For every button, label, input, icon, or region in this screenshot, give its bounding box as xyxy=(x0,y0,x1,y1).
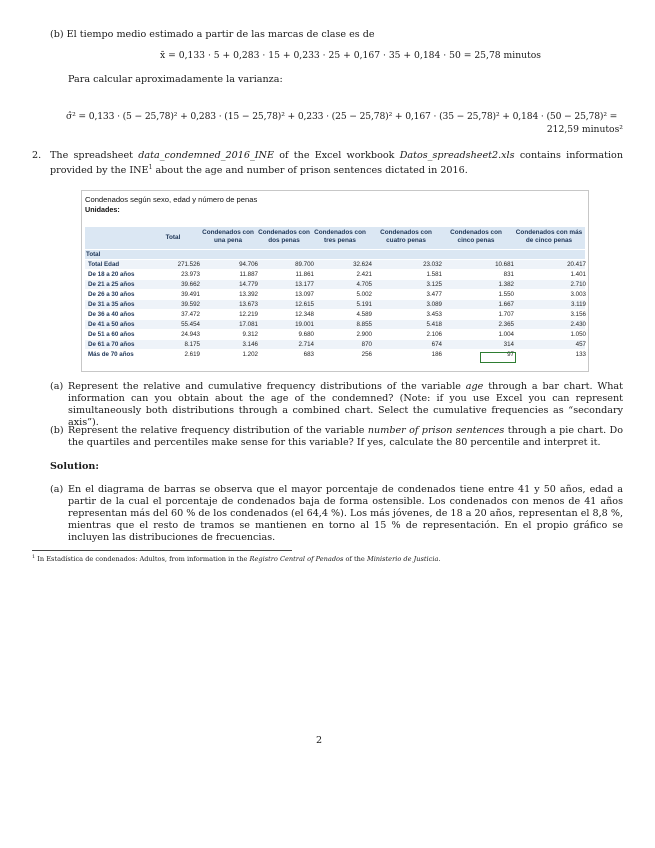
table-cell: 1.667 xyxy=(498,301,514,308)
table-cell: 9.680 xyxy=(298,331,314,338)
table-cell: 831 xyxy=(503,271,514,278)
table-cell: 457 xyxy=(575,341,586,348)
table-cell: 674 xyxy=(431,341,442,348)
sol-a-label: (a) xyxy=(50,484,64,495)
footnote xyxy=(32,553,632,563)
table-cell: 12.348 xyxy=(295,311,314,318)
table-cell: 13.177 xyxy=(295,281,314,288)
table-cell: 3.453 xyxy=(426,311,442,318)
table-cell: 13.392 xyxy=(239,291,258,298)
question-b-text xyxy=(68,425,623,449)
row-label: Más de 70 años xyxy=(88,351,134,358)
row-label: De 18 a 20 años xyxy=(88,271,135,278)
table-cell: 314 xyxy=(503,341,514,348)
q2-text-a: The spreadsheet xyxy=(50,150,134,161)
solution-a-text: En el diagrama de barras se observa que el mayor porcentaje de condenados tiene entre 41 y 50 años, edad a partir de la cual el porcentaje de condenados baja de forma ostensible. Los condenados con menos de 41 años representan más del 60 % de los condenados (el 64,4 %). Los más jóvenes, de 18 a 20 años, representan el 8,8 %, mientras que el resto de tramos se mantienen en torno al 15 % de representación. En el propio gráfico se incluyen las distribuciones de frecuencias. xyxy=(68,484,623,543)
row-label: De 21 a 25 años xyxy=(88,281,135,288)
table-cell: 5.418 xyxy=(426,321,442,328)
table-cell: 14.779 xyxy=(239,281,258,288)
table-cell: 32.624 xyxy=(353,261,372,268)
footnote-mark: 1 xyxy=(32,554,36,560)
spreadsheet-units: Unidades: xyxy=(85,205,120,214)
table-cell: 1.550 xyxy=(498,291,514,298)
table-cell: 37.472 xyxy=(181,311,200,318)
table-cell: 256 xyxy=(361,351,372,358)
footnote-text-b: of the xyxy=(345,555,365,564)
part-b-intro: (b) El tiempo medio estimado a partir de las marcas de clase es de xyxy=(50,29,375,40)
variance-formula: σ̂² = 0,133 · (5 − 25,78)² + 0,283 · (15 − 25,78)² + 0,233 · (25 − 25,78)² + 0,167 · (35 − 25,78)² + 0,184 · (50 − 25,78)² = xyxy=(66,111,618,122)
table-cell: 19.001 xyxy=(295,321,314,328)
table-cell: 39.491 xyxy=(181,291,200,298)
table-cell: 1.050 xyxy=(570,331,586,338)
group-label: Total xyxy=(86,251,101,258)
footnote-ministry: Ministerio de Justicia xyxy=(366,555,439,564)
page-number: 2 xyxy=(316,735,323,746)
header-five-sentences: Condenados con cinco penas xyxy=(450,229,502,244)
mean-formula: x̄ = 0,133 · 5 + 0,283 · 15 + 0,233 · 25 + 0,167 · 35 + 0,184 · 50 = 25,78 minutos xyxy=(160,50,541,61)
row-label: De 51 a 60 años xyxy=(88,331,135,338)
row-label: De 36 a 40 años xyxy=(88,311,135,318)
header-one-sentence: Condenados con una pena xyxy=(202,229,254,244)
table-cell: 17.081 xyxy=(239,321,258,328)
footnote-ref: 1 xyxy=(148,164,153,171)
table-cell: 3.146 xyxy=(242,341,258,348)
q2-text-d: about the age and number of prison sentences dictated in 2016. xyxy=(155,165,468,177)
table-cell: 4.589 xyxy=(356,311,372,318)
footnote-text-a: In Estadística de condenados: Adultos, from information in the xyxy=(37,555,248,564)
workbook-name: Datos_spreadsheet2.xls xyxy=(399,150,515,161)
table-cell: 133 xyxy=(575,351,586,358)
variance-result: 212,59 minutos² xyxy=(546,124,623,135)
header-more-than-five: Condenados con más de cinco penas xyxy=(515,229,583,244)
table-cell: 89.700 xyxy=(295,261,314,268)
row-label: De 41 a 50 años xyxy=(88,321,135,328)
q2-text-b: of the Excel workbook xyxy=(279,150,395,161)
qb-text-2: through a pie chart. Do the quartiles and percentiles make sense for this variable? If yes, calculate the 80 percentile and interpret it. xyxy=(68,425,623,448)
table-cell: 271.526 xyxy=(177,261,200,268)
header-total: Total xyxy=(165,234,181,241)
table-cell: 186 xyxy=(431,351,442,358)
table-cell: 11.887 xyxy=(239,271,258,278)
header-two-sentences: Condenados con dos penas xyxy=(258,229,310,244)
row-label: De 26 a 30 años xyxy=(88,291,135,298)
question-2-text xyxy=(50,150,623,177)
table-cell: 9.312 xyxy=(242,331,258,338)
variance-intro: Para calcular aproximadamente la varianza: xyxy=(68,74,283,85)
table-cell: 12.615 xyxy=(295,301,314,308)
table-cell: 3.125 xyxy=(426,281,442,288)
table-cell: 683 xyxy=(303,351,314,358)
row-label: De 31 a 35 años xyxy=(88,301,135,308)
header-band xyxy=(85,227,585,249)
footnote-end: . xyxy=(438,555,441,564)
table-cell: 5.002 xyxy=(356,291,372,298)
table-cell: 870 xyxy=(361,341,372,348)
question-a-text xyxy=(68,381,623,429)
table-cell: 39.592 xyxy=(181,301,200,308)
table-cell: 2.714 xyxy=(298,341,314,348)
table-cell: 1.581 xyxy=(426,271,442,278)
table-cell: 3.156 xyxy=(570,311,586,318)
table-cell: 2.710 xyxy=(570,281,586,288)
spreadsheet-title: Condenados según sexo, edad y número de penas xyxy=(85,195,258,204)
dataset-name: data_condemned_2016_INE xyxy=(138,150,274,161)
table-cell: 3.003 xyxy=(570,291,586,298)
group-band xyxy=(85,250,585,259)
table-cell: 12.219 xyxy=(239,311,258,318)
table-cell: 23.032 xyxy=(423,261,442,268)
question-number: 2. xyxy=(32,150,42,161)
table-cell: 2.106 xyxy=(426,331,442,338)
header-four-sentences: Condenados con cuatro penas xyxy=(380,229,432,244)
row-label: De 61 a 70 años xyxy=(88,341,135,348)
table-cell: 3.089 xyxy=(426,301,442,308)
table-cell: 1.382 xyxy=(498,281,514,288)
table-cell: 1.202 xyxy=(242,351,258,358)
table-cell: 1.004 xyxy=(498,331,514,338)
table-cell: 8.855 xyxy=(356,321,372,328)
qa-text-1: Represent the relative and cumulative frequency distributions of the variable xyxy=(68,381,461,392)
table-cell: 8.175 xyxy=(184,341,200,348)
footnote-source: Registro Central of Penados xyxy=(249,555,344,564)
q2-text-c: contains information provided by the INE xyxy=(50,150,623,177)
table-cell: 23.973 xyxy=(181,271,200,278)
table-cell: 5.191 xyxy=(356,301,372,308)
table-cell: 2.365 xyxy=(498,321,514,328)
table-cell: 13.673 xyxy=(239,301,258,308)
table-cell: 20.417 xyxy=(567,261,586,268)
selected-cell xyxy=(480,352,516,363)
table-cell: 55.454 xyxy=(181,321,200,328)
table-cell: 2.900 xyxy=(356,331,372,338)
spreadsheet-screenshot xyxy=(81,190,589,372)
table-cell: 10.681 xyxy=(495,261,514,268)
table-cell: 94.706 xyxy=(239,261,258,268)
footnote-rule xyxy=(32,550,292,551)
table-cell: 1.401 xyxy=(570,271,586,278)
table-cell: 13.097 xyxy=(295,291,314,298)
row-label: Total Edad xyxy=(88,261,120,268)
table-cell: 4.705 xyxy=(356,281,372,288)
table-cell: 3.477 xyxy=(426,291,442,298)
qb-text-1: Represent the relative frequency distribution of the variable xyxy=(68,425,365,436)
table-cell: 24.943 xyxy=(181,331,200,338)
qa-text-2: through a bar chart. What information can you obtain about the age of the condemned? (Note: if you use Excel you can represent simultaneously both distributions through a combined chart. Select the cumulative frequencies as “secondary axis”). xyxy=(68,381,623,428)
qa-variable: age xyxy=(465,381,484,392)
table-cell: 2.421 xyxy=(356,271,372,278)
header-three-sentences: Condenados con tres penas xyxy=(314,229,366,244)
solution-heading: Solution: xyxy=(50,461,99,472)
table-cell: 2.430 xyxy=(570,321,586,328)
qb-variable: number of prison sentences xyxy=(367,425,505,436)
table-cell: 1.707 xyxy=(498,311,514,318)
qb-label: (b) xyxy=(50,425,64,436)
table-cell: 2.619 xyxy=(184,351,200,358)
table-cell: 39.662 xyxy=(181,281,200,288)
table-cell: 11.861 xyxy=(295,271,314,278)
table-cell: 97 xyxy=(507,351,514,358)
qa-label: (a) xyxy=(50,381,64,392)
table-cell: 3.119 xyxy=(570,301,586,308)
